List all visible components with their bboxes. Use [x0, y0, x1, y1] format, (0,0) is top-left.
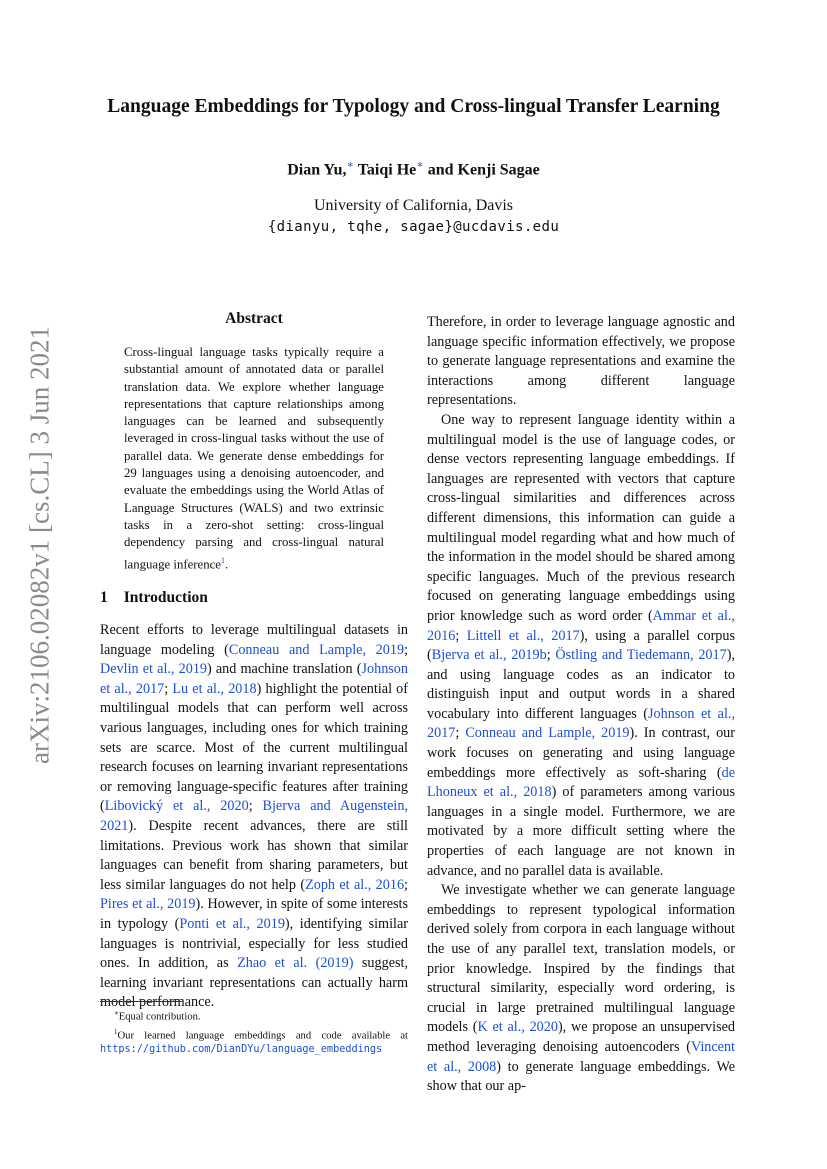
section-number: 1 — [100, 589, 108, 606]
citation-link[interactable]: Johnson et al., 2017 — [100, 661, 408, 697]
body-text: ), and using language codes as an indicator to distinguish input and output words in a shared vocabulary into different languages ( — [427, 647, 735, 722]
footnote-mark: 1 — [114, 1027, 118, 1036]
footnote-text: Equal contribution. — [118, 1011, 201, 1023]
paragraph — [427, 313, 735, 411]
abstract-heading: Abstract — [225, 310, 283, 327]
author-name: and Kenji Sagae — [427, 161, 540, 179]
abstract-end: . — [224, 556, 229, 571]
paragraph — [427, 881, 735, 1097]
body-text: ) and machine translation ( — [207, 661, 362, 678]
body-text: One way to represent language identity within a multilingual model is the use of language codes, or dense vectors representing language embeddings. If languages are represented with vectors that capture cross-lingual similarities and differences across different dimensions, this information can guide a multilingual model regarding what and how much of the information in the model should be shared among specific languages. Much of the previous research focused on generating language embeddings using prior knowledge such as word order ( — [427, 411, 735, 624]
arxiv-identifier: arXiv:2106.02082v1 [cs.CL] 3 Jun 2021 — [24, 326, 55, 764]
paragraph — [100, 621, 408, 1013]
citation-link[interactable]: Libovický et al., 2020 — [104, 798, 249, 815]
code-link[interactable]: https://github.com/DianDYu/language_embeddings — [100, 1044, 383, 1056]
affiliation: University of California, Davis — [313, 197, 514, 214]
body-text: ). Despite recent advances, there are still limitations. Previous work has shown that similar languages can benefit from sharing parameters, but less similar languages do not help ( — [100, 817, 408, 893]
footnote — [100, 1025, 408, 1058]
citation-link[interactable]: Bjerva and Augenstein, 2021 — [100, 798, 409, 834]
footnote-mark: ∗ — [114, 1009, 119, 1017]
abstract-text — [124, 344, 384, 573]
equal-contribution-mark[interactable]: ∗ — [346, 159, 354, 171]
citation-link[interactable]: Zhao et al. (2019) — [237, 955, 354, 972]
citation-link[interactable]: Johnson et al., 2017 — [427, 705, 735, 742]
citation-link[interactable]: Ponti et al., 2019 — [179, 915, 285, 932]
citation-link[interactable]: Pires et al., 2019 — [100, 896, 196, 913]
body-text: ; — [404, 641, 409, 658]
footnote-ref[interactable]: 1 — [220, 555, 225, 565]
intro-left-column — [100, 621, 408, 1013]
body-text: ), identifying similar languages is nontrivial, especially for less studied ones. In addition, as — [100, 915, 408, 972]
footnote-rule — [100, 1001, 182, 1002]
citation-link[interactable]: Littell et al., 2017 — [466, 627, 580, 644]
citation-link[interactable]: Conneau and Lample, 2019 — [465, 725, 630, 742]
citation-link[interactable]: Ammar et al., 2016 — [427, 607, 735, 644]
author-email: {dianyu, tqhe, sagae}@ucdavis.edu — [267, 219, 560, 235]
body-text: ). However, in spite of some interests in typology ( — [100, 896, 409, 932]
body-text: ) highlight the potential of multilingual models that can perform well across various languages, including ones for which training sets are scarce. Most of the current multilingual research focuses on learning invariant representations or removing language-specific features after training ( — [100, 680, 408, 815]
footnote — [100, 1006, 408, 1025]
author-list — [90, 158, 737, 179]
body-text: Therefore, in order to leverage language agnostic and language specific information effectively, we propose to generate language representations and examine the interactions among different language representations. — [427, 314, 735, 409]
footnotes — [100, 1006, 408, 1057]
arxiv-sidebar — [22, 326, 58, 764]
section-title: Introduction — [123, 589, 208, 606]
body-text: Recent efforts to leverage multilingual datasets in language modeling ( — [100, 622, 408, 658]
footnote-text: Our learned language embeddings and code available at — [117, 1030, 408, 1042]
body-text: ). In contrast, our work focuses on generating and using language embeddings more effectively as soft-sharing ( — [427, 725, 735, 781]
body-text: ; — [546, 647, 556, 664]
body-text: suggest, learning invariant representations can actually harm model performance. — [100, 955, 409, 1011]
body-text: ), using a parallel corpus ( — [427, 627, 735, 664]
body-text: ; — [455, 725, 466, 742]
citation-link[interactable]: Zoph et al., 2016 — [305, 876, 405, 893]
citation-link[interactable]: Vincent et al., 2008 — [427, 1038, 735, 1075]
section-heading — [100, 589, 208, 607]
body-text: ; — [164, 680, 173, 697]
citation-link[interactable]: Devlin et al., 2019 — [100, 661, 208, 678]
body-text: We investigate whether we can generate language embeddings to represent typological information derived solely from corpora in each language without the use of any parallel text, translation models, or prior knowledge. Inspired by the findings that structural similarity, especially word ordering, is crucial in large pretrained multilingual language models ( — [427, 882, 735, 1036]
citation-link[interactable]: Bjerva et al., 2019b — [431, 647, 547, 664]
citation-link[interactable]: Östling and Tiedemann, 2017 — [555, 647, 727, 664]
body-text: ), we propose an unsupervised method leveraging denoising autoencoders ( — [427, 1019, 735, 1055]
abstract-body: Cross-lingual language tasks typically require a substantial amount of annotated data or parallel translation data. We explore whether language representations that capture relationships among languages can be learned and subsequently leveraged in cross-lingual tasks without the use of parallel data. We generate dense embeddings for 29 languages using a denoising autoencoder, and evaluate the embeddings using the World Atlas of Language Structures (WALS) and two extrinsic tasks in a zero-shot setting: cross-lingual dependency parsing and cross-lingual natural language inference — [124, 345, 384, 571]
paper-title: Language Embeddings for Typology and Cross-lingual Transfer Learning — [107, 96, 720, 117]
citation-link[interactable]: Lu et al., 2018 — [172, 680, 257, 697]
body-text: ; — [248, 798, 263, 815]
body-text: ) to generate language embeddings. We show that our ap- — [427, 1058, 735, 1095]
citation-link[interactable]: Conneau and Lample, 2019 — [228, 641, 405, 658]
author-name: Dian Yu, — [287, 161, 347, 179]
body-text: ) of parameters among various languages in a single model. Furthermore, we are motivated by a more difficult setting where the properties of each language are not known in advance, and no parallel data is available. — [427, 784, 735, 879]
equal-contribution-mark[interactable]: ∗ — [416, 159, 424, 171]
citation-link[interactable]: de Lhoneux et al., 2018 — [427, 764, 735, 801]
body-text: ; — [404, 876, 408, 893]
body-text: ; — [455, 627, 467, 644]
author-name: Taiqi He — [357, 161, 417, 179]
citation-link[interactable]: K et al., 2020 — [477, 1019, 558, 1036]
right-column — [427, 313, 735, 1097]
paragraph — [427, 411, 735, 881]
